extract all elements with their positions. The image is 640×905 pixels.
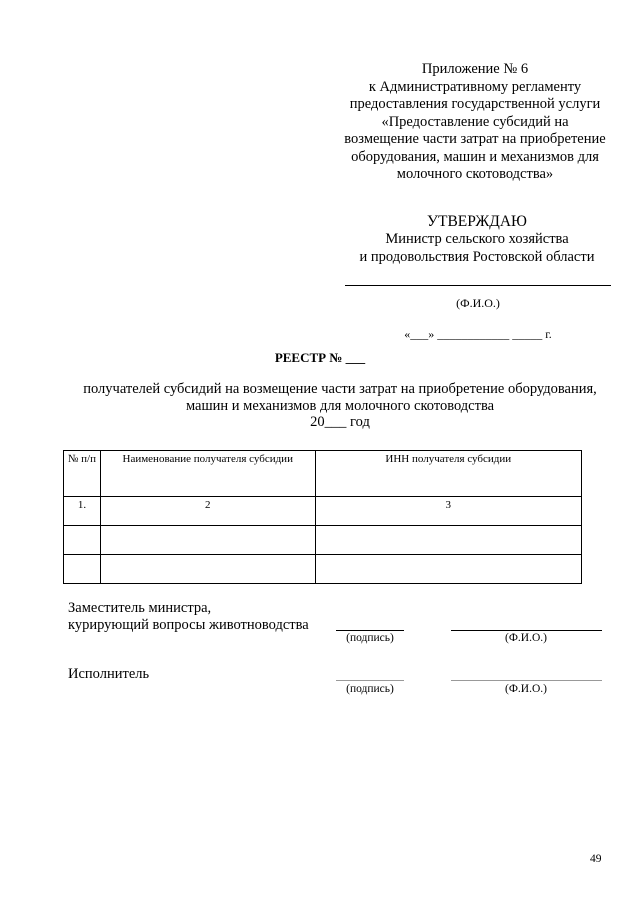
signature-caption: (подпись) (346, 683, 394, 695)
header-number: № п/п (64, 451, 101, 497)
table-cell: 3 (315, 497, 581, 526)
table-cell (315, 526, 581, 555)
table-cell (100, 526, 315, 555)
appendix-line: к Административному регламенту (368, 78, 582, 95)
approval-date: «___» ____________ _____ г. (404, 327, 552, 341)
appendix-line: молочного скотоводства» (396, 166, 554, 182)
appendix-header (330, 61, 620, 184)
appendix-line: Приложение № 6 (421, 61, 529, 77)
register-title: РЕЕСТР № ___ (274, 350, 366, 365)
page-number: 49 (590, 853, 602, 865)
deputy-signature-line (336, 630, 404, 631)
executor-fio-line (451, 680, 602, 681)
table-cell: 2 (100, 497, 315, 526)
subtitle-line: 20___ год (310, 414, 370, 430)
register-table (63, 450, 582, 584)
table-cell (64, 555, 101, 584)
subtitle-line: машин и механизмов для молочного скотоводства (185, 397, 495, 414)
table-header-row (64, 451, 582, 497)
table-cell: 1. (64, 497, 101, 526)
table-cell (100, 555, 315, 584)
executor-label: Исполнитель (68, 666, 150, 682)
table-cell (64, 526, 101, 555)
executor-signature-line (336, 680, 404, 681)
table-row (64, 526, 582, 555)
deputy-line: Заместитель министра, (68, 600, 212, 616)
approval-heading: УТВЕРЖДАЮ (427, 213, 527, 230)
fio-caption: (Ф.И.О.) (505, 683, 547, 695)
table-cell (315, 555, 581, 584)
appendix-line: возмещение части затрат на приобретение (344, 131, 606, 147)
approval-signature-line (345, 285, 611, 286)
header-inn: ИНН получателя субсидии (315, 451, 581, 497)
register-subtitle (60, 381, 620, 431)
deputy-fio-line (451, 630, 602, 631)
fio-caption: (Ф.И.О.) (505, 632, 547, 644)
table-row (64, 555, 582, 584)
approval-line: и продовольствия Ростовской области (359, 248, 595, 265)
table-row (64, 497, 582, 526)
deputy-signature-label (68, 600, 309, 634)
approval-block (342, 213, 612, 266)
signature-caption: (подпись) (346, 632, 394, 644)
appendix-line: оборудования, машин и механизмов для (351, 148, 599, 165)
header-name: Наименование получателя субсидии (100, 451, 315, 497)
deputy-line: курирующий вопросы животноводства (68, 617, 309, 633)
subtitle-line: получателей субсидий на возмещение части затрат на приобретение оборудования, (83, 381, 597, 397)
appendix-line: «Предоставление субсидий на (381, 113, 569, 130)
approval-fio-caption: (Ф.И.О.) (456, 296, 500, 310)
appendix-line: предоставления государственной услуги (349, 96, 601, 112)
approval-line: Министр сельского хозяйства (385, 231, 569, 247)
